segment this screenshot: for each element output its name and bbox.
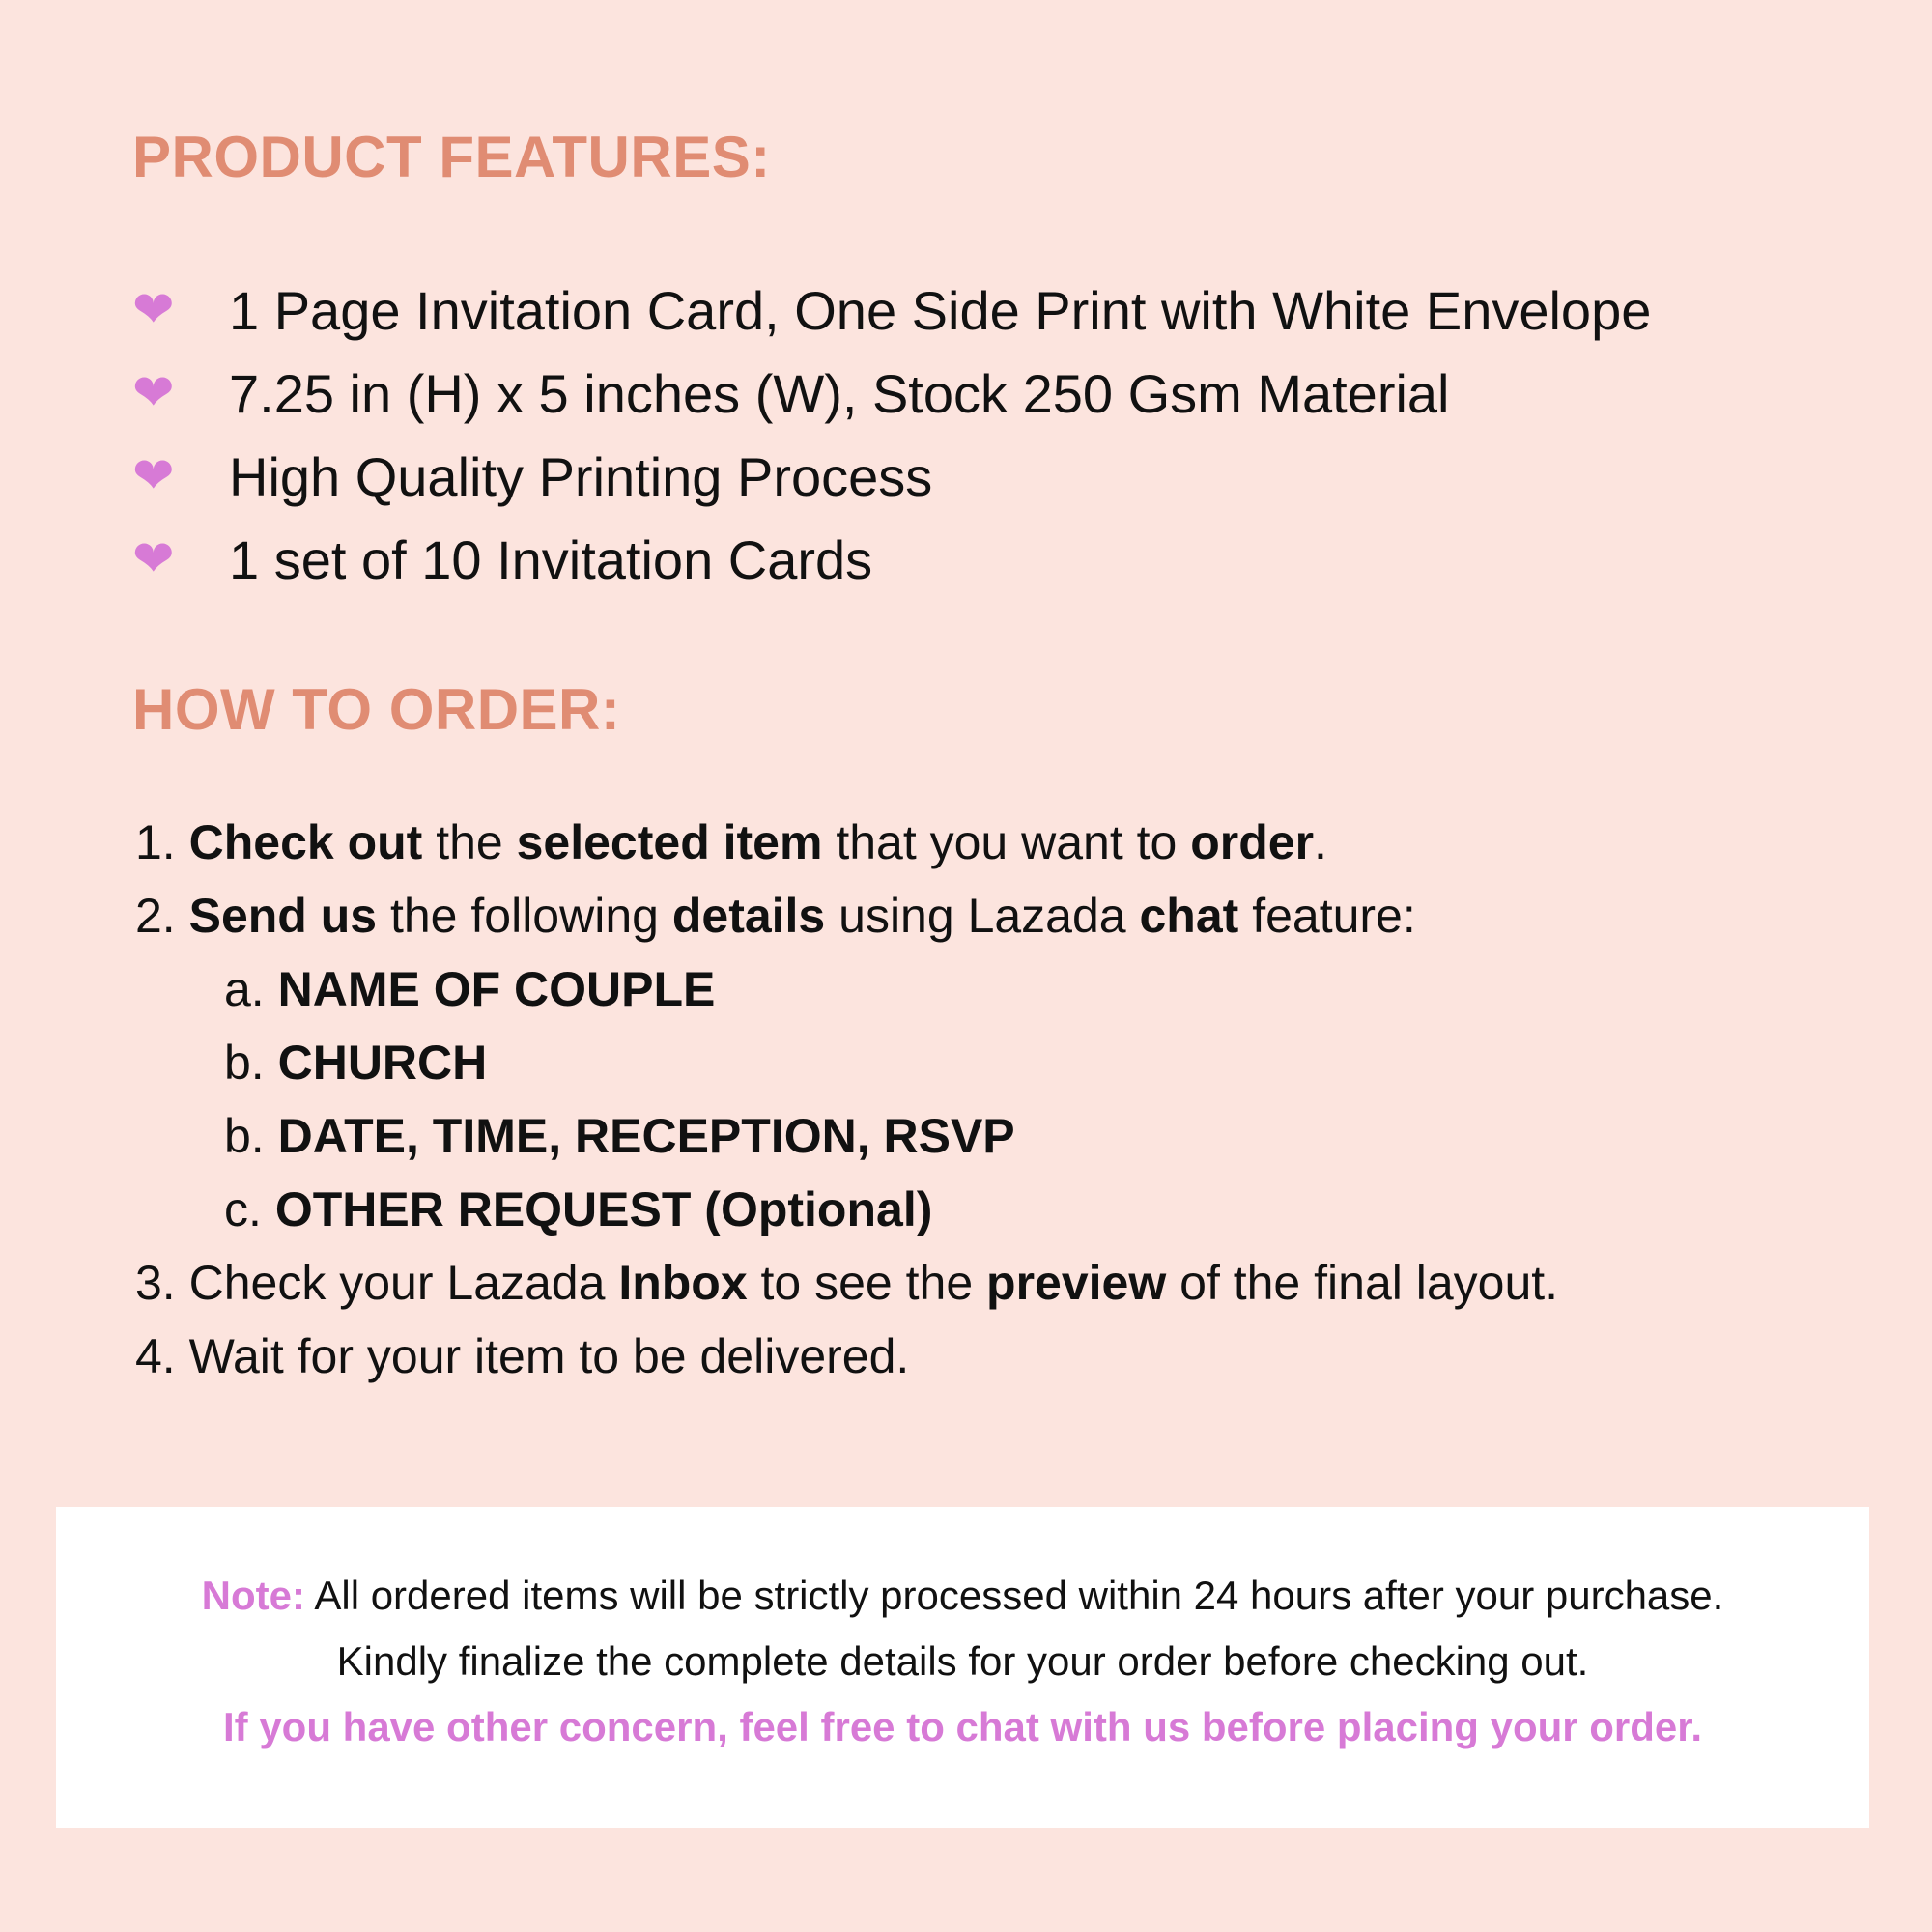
order-step-1 xyxy=(135,806,1558,879)
detail-letter: b. xyxy=(224,1109,265,1163)
step-text-bold: preview xyxy=(986,1256,1167,1310)
detail-text: DATE, TIME, RECEPTION, RSVP xyxy=(277,1109,1015,1163)
step-text: Wait for your item to be delivered. xyxy=(188,1329,910,1383)
product-features-heading: PRODUCT FEATURES: xyxy=(132,125,771,189)
detail-text: OTHER REQUEST (Optional) xyxy=(274,1182,933,1236)
feature-item xyxy=(132,269,1651,352)
how-to-order-heading: HOW TO ORDER: xyxy=(132,677,621,742)
feature-text: 7.25 in (H) x 5 inches (W), Stock 250 Gsm Material xyxy=(229,362,1450,424)
note-line-processing xyxy=(56,1573,1869,1619)
step-text-bold: chat xyxy=(1139,889,1239,943)
detail-item-other-request xyxy=(135,1173,1558,1246)
step-text-bold: details xyxy=(671,889,826,943)
order-step-2 xyxy=(135,879,1558,952)
step-text-bold: order xyxy=(1190,815,1315,869)
step-text: using Lazada xyxy=(825,889,1140,943)
feature-text: High Quality Printing Process xyxy=(229,445,933,507)
step-text: feature: xyxy=(1238,889,1416,943)
order-step-4 xyxy=(135,1320,1558,1393)
order-steps xyxy=(135,806,1558,1393)
feature-item xyxy=(132,352,1651,435)
feature-text: 1 set of 10 Invitation Cards xyxy=(229,528,873,590)
detail-text: CHURCH xyxy=(277,1036,488,1090)
detail-item-church xyxy=(135,1026,1558,1099)
step-number: 2. xyxy=(135,889,176,943)
note-line-concern: If you have other concern, feel free to chat with us before placing your order. xyxy=(223,1704,1702,1749)
note-label: Note: xyxy=(201,1573,305,1618)
feature-item xyxy=(132,518,1651,601)
step-text-bold: Check out xyxy=(188,815,423,869)
detail-letter: c. xyxy=(224,1182,262,1236)
note-line-finalize: Kindly finalize the complete details for your order before checking out. xyxy=(336,1638,1589,1684)
detail-text: NAME OF COUPLE xyxy=(277,962,716,1016)
detail-item-date-time xyxy=(135,1099,1558,1173)
features-list xyxy=(132,269,1651,601)
step-text: to see the xyxy=(747,1256,987,1310)
step-text: that you want to xyxy=(822,815,1191,869)
step-number: 1. xyxy=(135,815,176,869)
heart-icon: ❤ xyxy=(132,365,175,421)
step-number: 3. xyxy=(135,1256,176,1310)
feature-text: 1 Page Invitation Card, One Side Print with White Envelope xyxy=(229,279,1652,341)
step-text-bold: Send us xyxy=(188,889,378,943)
detail-item-name-of-couple xyxy=(135,952,1558,1026)
detail-letter: b. xyxy=(224,1036,265,1090)
order-step-3 xyxy=(135,1246,1558,1320)
step-text: of the final layout. xyxy=(1166,1256,1559,1310)
feature-item xyxy=(132,435,1651,518)
step-text: . xyxy=(1314,815,1327,869)
note-text: All ordered items will be strictly processed within 24 hours after your purchase. xyxy=(305,1573,1724,1618)
step-text: the following xyxy=(377,889,672,943)
step-text-bold: selected item xyxy=(516,815,823,869)
step-text-bold: Inbox xyxy=(618,1256,748,1310)
step-text: Check your Lazada xyxy=(188,1256,619,1310)
note-box xyxy=(56,1507,1869,1828)
step-text: the xyxy=(422,815,517,869)
heart-icon: ❤ xyxy=(132,531,175,587)
detail-letter: a. xyxy=(224,962,265,1016)
heart-icon: ❤ xyxy=(132,282,175,338)
heart-icon: ❤ xyxy=(132,448,175,504)
step-number: 4. xyxy=(135,1329,176,1383)
